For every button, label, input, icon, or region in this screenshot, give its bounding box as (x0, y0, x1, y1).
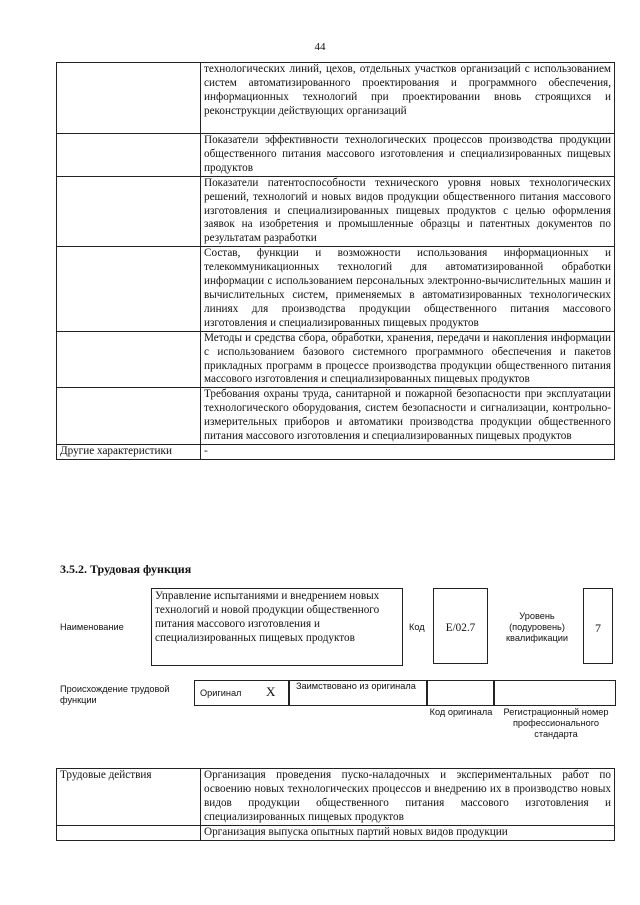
labor-actions-table (56, 768, 615, 841)
row-text: Состав, функции и возможности использования информационных и телекоммуникационных технологий для автоматизированной обработки информации с использованием персональных электронно-вычислительных машин и вычислительных систем, применяемых в автоматизированных технологических линиях для производства продукции общественного питания массового изготовления и специализированных пищевых продуктов (201, 247, 615, 331)
row-text: Требования охраны труда, санитарной и пожарной безопасности при эксплуатации технологического оборудования, систем безопасности и сигнализации, контрольно-измерительных приборов и автоматики производства продукции общественного питания массового изготовления и специализированных пищевых продуктов (201, 388, 615, 445)
table-row (57, 176, 615, 247)
row-text: Показатели эффективности технологических процессов производства продукции общественного питания массового изготовления и специализированных пищевых продуктов (201, 134, 615, 177)
original-label: Оригинал (200, 688, 242, 698)
page-number: 44 (314, 41, 326, 53)
row-text: Методы и средства сбора, обработки, хранения, передачи и накопления информации с использованием базового системного программного обеспечения и пакетов прикладных программ в процессе производства продукции общественного питания массового изготовления и специализированных пищевых продуктов (201, 331, 615, 388)
table-row (57, 247, 615, 331)
borrowed-label: Заимствовано из оригинала (296, 681, 416, 691)
level-value-box: 7 (583, 588, 613, 664)
origin-label: Происхождение трудовой функции (60, 684, 170, 705)
origin-code-box (426, 680, 495, 706)
other-characteristics-label: Другие характеристики (57, 444, 201, 459)
row-text: Организация проведения пуско-наладочных и экспериментальных работ по освоению новых технологических процессов и внедрению их в производство новых видов продукции общественного питания массового изготовления и специализированных пищевых продуктов (201, 769, 615, 826)
labor-actions-label: Трудовые действия (57, 769, 201, 826)
table-row (57, 63, 615, 134)
row-text: технологических линий, цехов, отдельных участков организаций с использованием систем автоматизированного проектирования и программного обеспечения, информационных технологий при проектировании вновь строящихся и реконструкции действующих организаций (201, 63, 615, 134)
row-text: Организация выпуска опытных партий новых видов продукции (201, 825, 615, 840)
table-row (57, 388, 615, 445)
row-label (57, 176, 201, 247)
row-label (57, 134, 201, 177)
origin-reg-caption: Регистрационный номер профессионального стандарта (503, 707, 609, 739)
original-mark: X (266, 684, 276, 699)
code-label: Код (409, 622, 425, 632)
row-text: Показатели патентоспособности технического уровня новых технологических решений, технологий и новых видов продукции общественного питания массового изготовления и специализированных пищевых продуктов с целью оформления заявок на изобретения и промышленные образцы и патентных документов по результатам разработки (201, 176, 615, 247)
table-row (57, 769, 615, 826)
name-label: Наименование (60, 622, 124, 632)
table-row (57, 134, 615, 177)
function-name-box: Управление испытаниями и внедрением новых технологий и новой продукции общественного питания массового изготовления и специализированных пищевых продуктов (151, 588, 403, 666)
table-row (57, 825, 615, 840)
row-label (57, 63, 201, 134)
row-label (57, 388, 201, 445)
knowledge-table (56, 62, 615, 460)
row-label (57, 331, 201, 388)
origin-reg-box (493, 680, 616, 706)
level-label: Уровень (подуровень) квалификации (506, 611, 568, 643)
table-row (57, 444, 615, 459)
row-label (57, 247, 201, 331)
other-characteristics-value: - (201, 444, 615, 459)
origin-code-caption: Код оригинала (429, 707, 493, 717)
function-code-box: E/02.7 (433, 588, 488, 664)
row-label (57, 825, 201, 840)
section-heading: 3.5.2. Трудовая функция (60, 562, 192, 576)
table-row (57, 331, 615, 388)
